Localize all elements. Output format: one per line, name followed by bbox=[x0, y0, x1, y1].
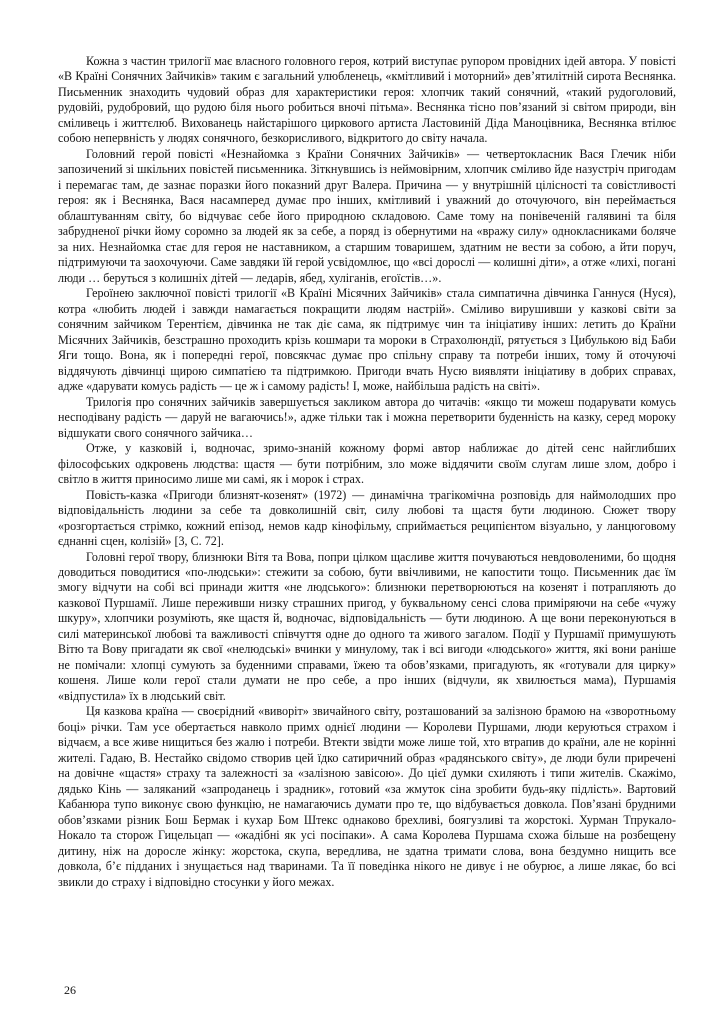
page-body bbox=[58, 54, 676, 1014]
paragraph-vasya-hlechyk: Головний герой повісті «Незнайомка з Країни Сонячних Зайчиків» — четвертокласник Вася Глечик ніби запозичений зі шкільних повістей письменника. Зіткнувшись із неймовірним, хлопчик сміливо йде назустріч пригодам і перемагає там, де зазнає поразки його показний друг Валера. Причина — у внутрішній цілісності та совістливості героя: як і Веснянка, Вася насамперед думає про інших, кмітливий і уважний до оточуючого, він переймається облаштуванням світу, бо відчуває себе його природною складовою. Саме тому на понівеченій галявині та біля забрудненої річки йому соромно за людей як за себе, а поряд із обернутими на «вражу силу» однокласниками боляче за них. Незнайомка стає для героя не наставником, а старшим товаришем, здатним не вести за собою, а йти поруч, підтримуючи та заохочуючи. Саме завдяки їй герой усвідомлює, що «всі дорослі — колишні діти», а отже «лихі, погані люди … беруться з колишніх дітей — ледарів, ябед, хуліганів, егоїстів…». bbox=[58, 146, 676, 285]
paragraph-hannusia: Героїнею заключної повісті трилогії «В Країні Місячних Зайчиків» стала симпатична дівчинка Ганнуся (Нуся), котра «любить людей і завжди намагається покращити людям настрій». Сміливо вирушивши у казкові світи за сонячним зайчиком Терентієм, дівчинка не так діє сама, як підтримує чин та ініціативу інших: летить до Країни Місячних Зайчиків, безстрашно проходить крізь кошмари та мороки в Страхолюндії, рятується з Цибулькою від Баби Яги тощо. Вона, як і попередні герої, повсякчас думає про спільну справу та потреби інших, тому й оточуючі віддячують дівчинці щирою симпатією та підтримкою. Пригоди вчать Нусю виявляти ініціативу в добрих справах, адже «дарувати комусь радість — це ж і самому радість! І, може, найбільша радість на світі». bbox=[58, 286, 676, 394]
page-number: 26 bbox=[64, 983, 76, 997]
paragraph-trilogy-heroes: Кожна з частин трилогії має власного головного героя, котрий виступає рупором провідних ідей автора. У повісті «В Країні Сонячних Зайчиків» таким є загальний улюбленець, «кмітливий і моторний» дев’ятилітній сирота Веснянка. Письменник знаходить чудовий образ для характеристики героя: хлопчик такий сонячний, «такий рудоголовий, рудовійі, рудобровий, що рудою біля нього робиться вночі пітьма». Веснянка тісно пов’язаний зі світом природи, він сміливець і життєлюб. Вихованець найстарішого циркового артиста Ластовиній Діда Маноцівника, Веснянка втілює собою непервність у людях сонячного, безкорисливого, відкритого до світу начала. bbox=[58, 54, 676, 146]
paragraph-purshamia: Ця казкова країна — своєрідний «виворіт» звичайного світу, розташований за залізною брамою на «зворотньому боці» річки. Там усе обертається навколо примх однієї людини — Королеви Пуршами, люди керуються страхом і відчаєм, а все живе нищиться без жалю і потреби. Втекти звідти може лише той, хто втрапив до країни, але не корінні жителі. Гадаю, В. Нестайко свідомо створив цей їдко сатиричний образ «радянського світу», де люди були приречені на довічне «щастя» страху та залежності за «залізною завісою». До цієї думки схиляють і типи жителів. Скажімо, дядько Кінь — заляканий «запроданець і зрадник», готовий «за жмуток сіна зробити будь-яку підлість». Вартовий Кабанюра тупо виконує свою функцію, не намагаючись думати про те, що відбувається довкола. Пов’язані брудними обов’язками різник Бош Бермак і кухар Бом Штекс однаково брехливі, боягузливі та жорстокі. Хурман Тпрукало-Нокало та сторож Гицельцап — «жадібні як усі посіпаки». А сама Королева Пуршама схожа більше на розбещену дитину, ніж на доросле жінку: жорстока, скупа, вередлива, не здатна тримати слова, вона бездумно нищить все довкола, б’є підданих і знущається над тваринами. Та її поведінка нікого не дивує і не обурює, а лише лякає, бо всі звикли до страху і відповідно стосунки у його межах. bbox=[58, 704, 676, 889]
paragraph-twins: Головні герої твору, близнюки Вітя та Вова, попри цілком щасливе життя почуваються невдоволеними, бо щодня доводиться поводитися «по-людськи»: стежити за собою, бути ввічливими, не капостити тощо. Письменник дає їм змогу відчути на собі всі принади життя «не людського»: близнюки перетворюються на козенят і потрапляють до казкової Пуршамії. Лише переживши низку страшних пригод, у буквальному сенсі слова приміряючи на себе «чужу шкуру», хлопчики розуміють, яке щастя й, водночас, відповідальність — бути людиною. А ще вони переконуються в силі материнської любові та важливості співчуття одне до одного та живого загалом. Події у Пуршамії примушують Вітю та Вову пригадати як свої «нелюдські» вчинки у минулому, так і всі вигоди «людського» життя, які вони раніше не помічали: хлопці сумують за буденними справами, їжею та обов’язками, пригадують, як «готували для цирку» кошеня. Лише коли герої стали думати не про себе, а про інших (відчули, як хвилюється мама), Пуршамія «відпустила» їх в людський світ. bbox=[58, 549, 676, 703]
paragraph-conclusion: Отже, у казковій і, водночас, зримо-знаній кожному формі автор наближає до дітей сенс найглибших філософських одкровень людства: щастя — бути потрібним, зло може віддячити своїм слугам лише злом, добро і світло в життя приносимо лише ми самі, як і морок і страх. bbox=[58, 441, 676, 487]
paragraph-kozenyata-intro: Повість-казка «Пригоди близнят-козенят» (1972) — динамічна трагікомічна розповідь для наймолодших про відповідальність людини за себе та довколишній світ, силу любові та щастя бути людиною. Сюжет твору «розгортається стрімко, кожний епізод, немов кадр кінофільму, сприймається реципієнтом візуально, у ланцюговому єднанні сцен, колізій» [3, С. 72]. bbox=[58, 487, 676, 549]
paragraph-trilogy-ending: Трилогія про сонячних зайчиків завершується закликом автора до читачів: «якщо ти можеш подарувати комусь несподівану радість — даруй не вагаючись!», адже тільки так і можна перетворити буденність на казку, серед мороку відшукати свого сонячного зайчика… bbox=[58, 394, 676, 440]
